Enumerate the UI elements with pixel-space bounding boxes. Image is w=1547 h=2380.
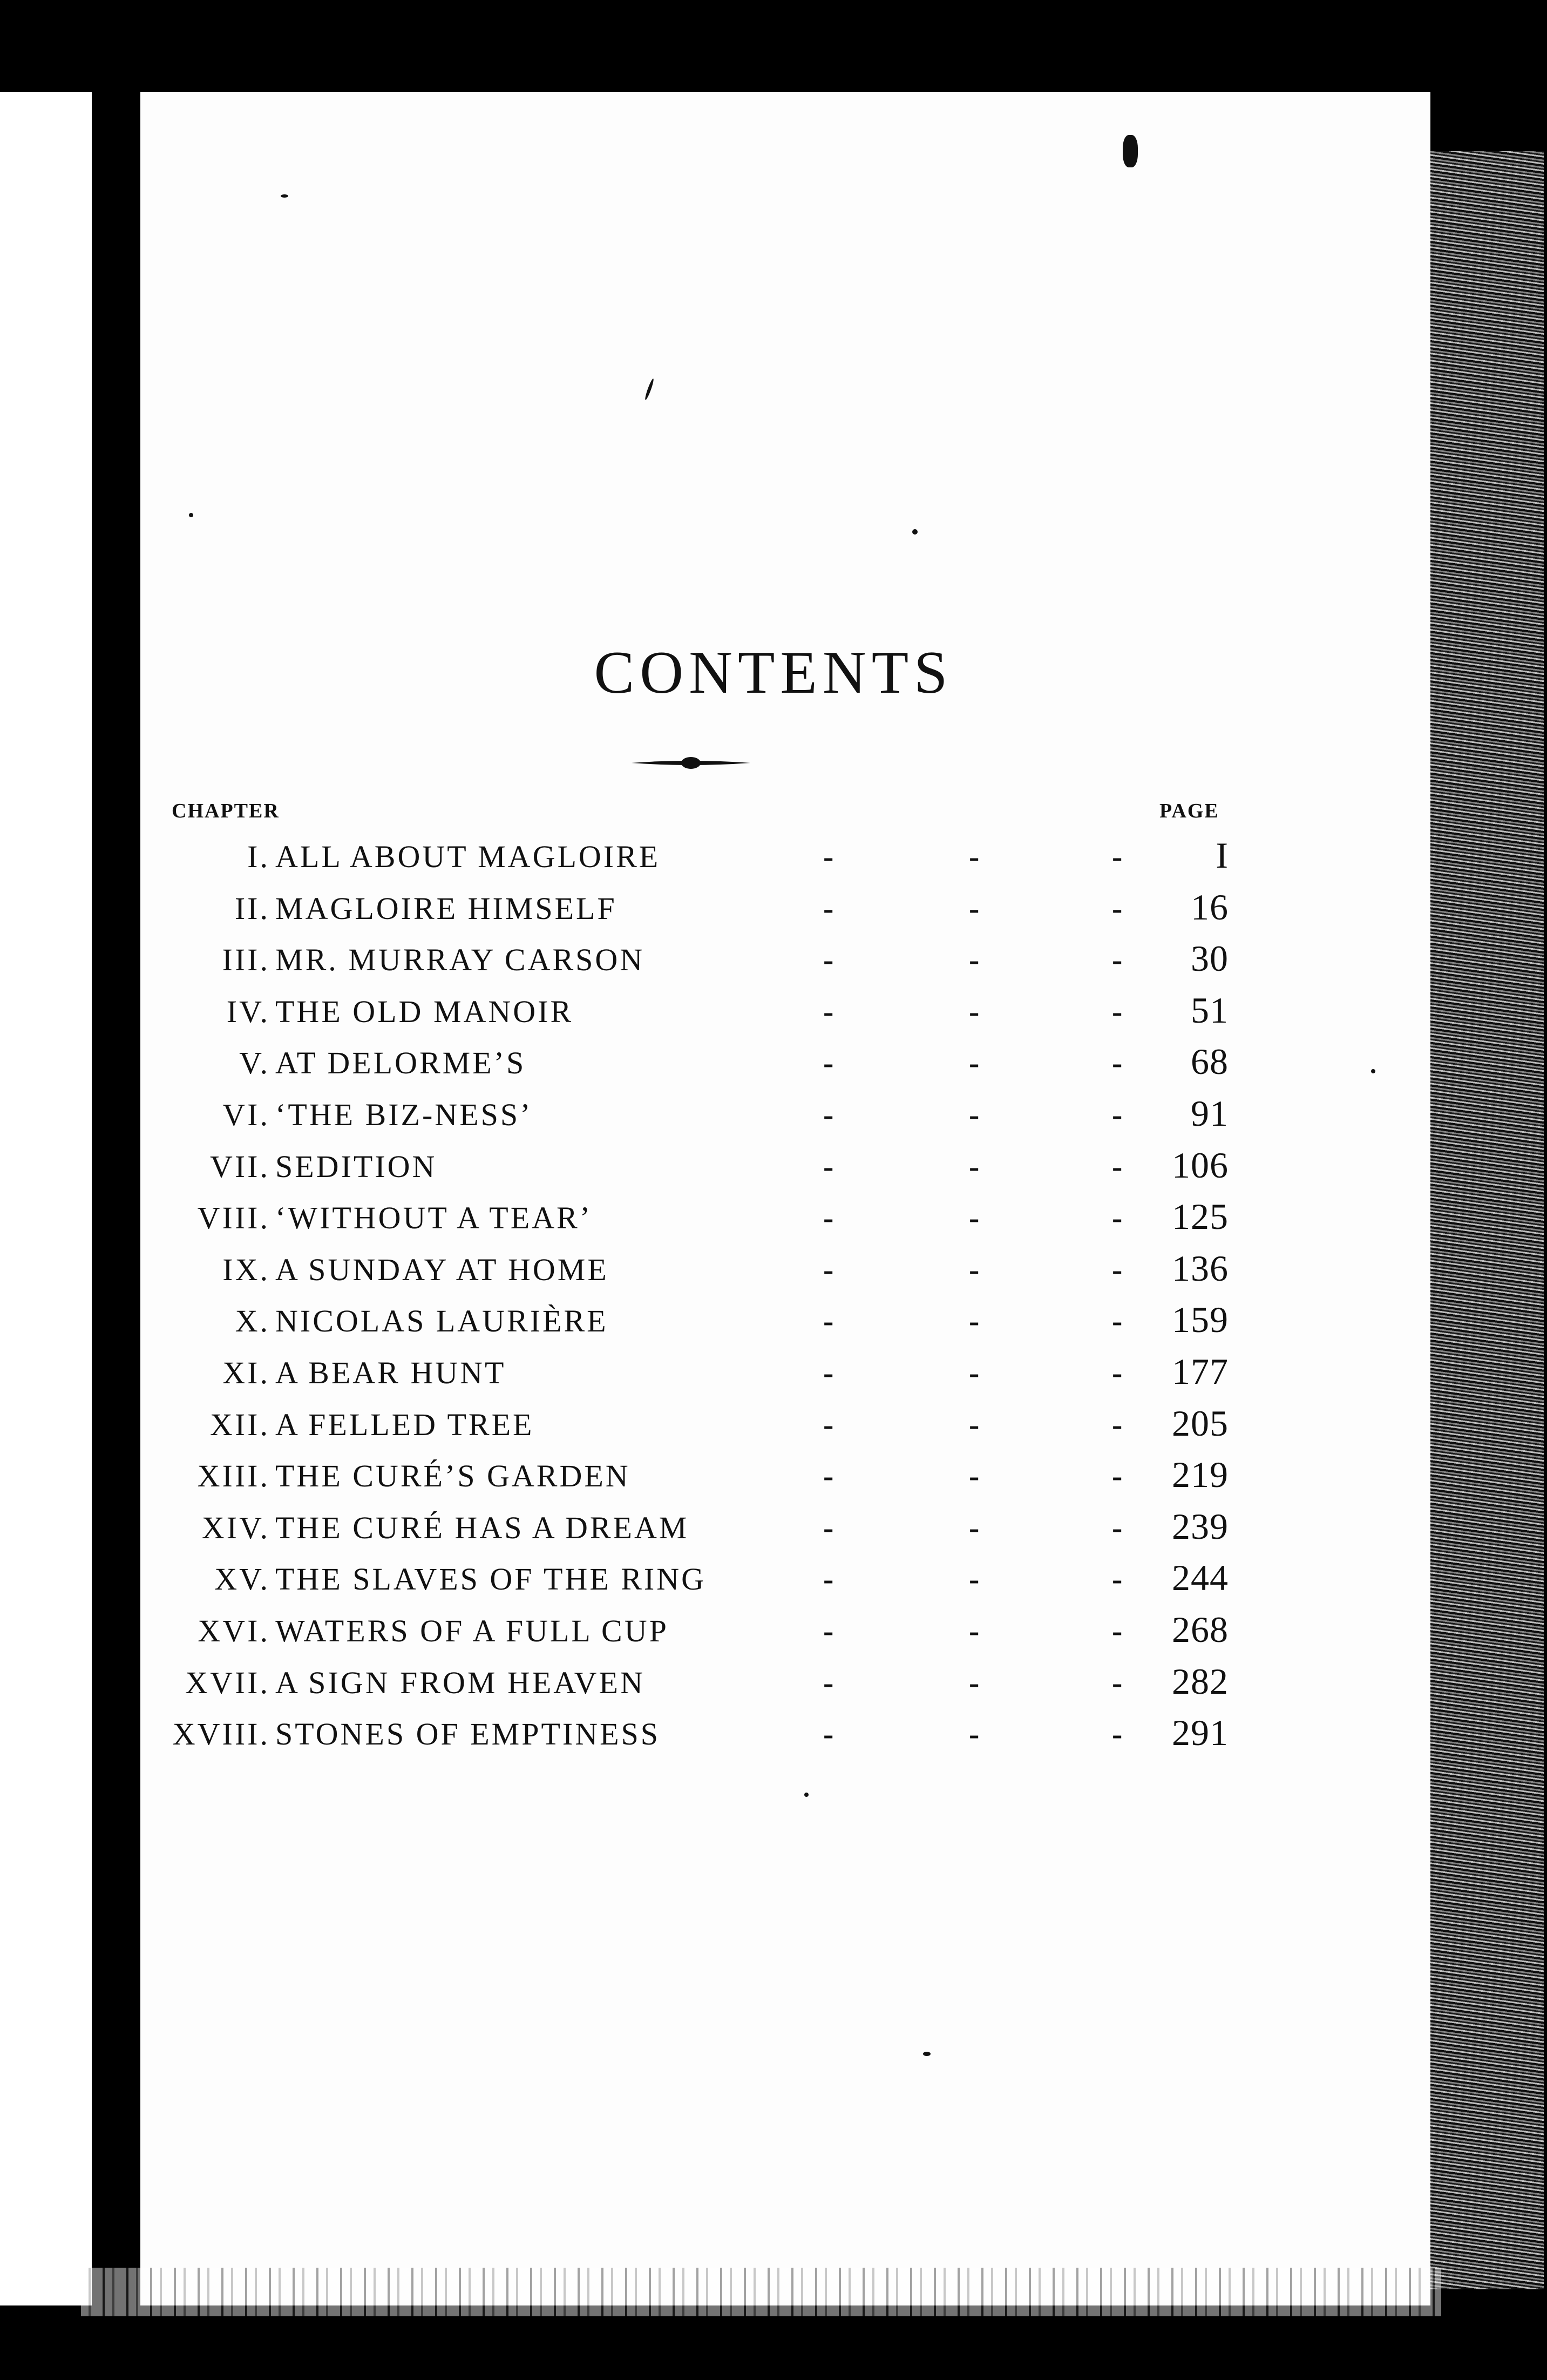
leader-dash: - [1112,1303,1125,1339]
page-number: 268 [1172,1608,1229,1650]
page-number: 244 [1172,1557,1229,1599]
leader-dash: - [1112,1200,1125,1236]
chapter-title: ALL ABOUT MAGLOIRE [275,839,661,874]
leader-dash: - [823,1355,836,1390]
leader-dash: - [823,1561,836,1597]
page-number: 106 [1172,1144,1229,1186]
chapter-number: XII. [209,1407,270,1442]
chapter-number: II. [234,890,270,926]
chapter-title: A FELLED TREE [275,1407,534,1442]
contents-entry [0,932,1547,984]
contents-entry [0,1087,1547,1139]
page-number: 239 [1172,1505,1229,1547]
scan-speck [923,2052,931,2056]
leader-dash: - [969,1407,982,1442]
leader-dash: - [823,1613,836,1648]
leader-dash: - [1112,839,1125,874]
leader-dash: - [1112,890,1125,926]
leader-dash: - [823,1665,836,1700]
contents-entry [0,1242,1547,1294]
leader-dash: - [823,1097,836,1132]
leader-dash: - [1112,1097,1125,1132]
leader-dash: - [823,839,836,874]
chapter-title: THE CURÉ’S GARDEN [275,1458,630,1494]
leader-dash: - [1112,1665,1125,1700]
leader-dash: - [1112,993,1125,1029]
scan-speck [281,194,288,198]
contents-entry [0,829,1547,881]
chapter-number: XI. [222,1355,270,1390]
contents-entry [0,984,1547,1036]
chapter-column-header: CHAPTER [172,800,280,822]
page-number: 282 [1172,1660,1229,1702]
leader-dash: - [969,1561,982,1597]
page-number: 291 [1172,1712,1229,1754]
chapter-title: SEDITION [275,1148,437,1184]
chapter-title: WATERS OF A FULL CUP [275,1613,669,1648]
leader-dash: - [1112,1045,1125,1081]
chapter-number: I. [247,839,270,874]
contents-entry [0,1293,1547,1345]
chapter-title: THE CURÉ HAS A DREAM [275,1510,689,1545]
contents-entry [0,1397,1547,1449]
leader-dash: - [1112,1252,1125,1287]
leader-dash: - [823,1510,836,1545]
leader-dash: - [1112,1458,1125,1494]
contents-entry [0,1190,1547,1242]
chapter-number: VII. [209,1148,270,1184]
chapter-title: ‘WITHOUT A TEAR’ [275,1200,593,1236]
page-number: 177 [1172,1350,1229,1392]
leader-dash: - [969,942,982,978]
leader-dash: - [969,1303,982,1339]
leader-dash: - [969,1716,982,1752]
leader-dash: - [969,1148,982,1184]
contents-entry [0,1551,1547,1603]
leader-dash: - [969,1510,982,1545]
page-number: 91 [1191,1092,1229,1134]
page-number: 68 [1191,1041,1229,1083]
contents-list [0,829,1547,1758]
leader-dash: - [969,1045,982,1081]
leader-dash: - [1112,1716,1125,1752]
title-ornament [632,753,750,773]
page-number: 16 [1191,886,1229,928]
chapter-title: ‘THE BIZ-NESS’ [275,1097,533,1132]
chapter-title: AT DELORME’S [275,1045,526,1081]
leader-dash: - [969,1665,982,1700]
page-number: 136 [1172,1247,1229,1289]
chapter-title: MAGLOIRE HIMSELF [275,890,617,926]
leader-dash: - [823,993,836,1029]
page-number: 159 [1172,1299,1229,1341]
scan-speck [1123,135,1138,167]
page-number: I [1216,835,1229,876]
leader-dash: - [1112,942,1125,978]
leader-dash: - [969,1252,982,1287]
page-number: 219 [1172,1454,1229,1496]
contents-entry [0,1500,1547,1552]
contents-entry [0,1035,1547,1087]
leader-dash: - [823,1458,836,1494]
page-number: 125 [1172,1196,1229,1238]
chapter-number: XVI. [198,1613,270,1648]
leader-dash: - [823,1045,836,1081]
chapter-number: IV. [226,993,270,1029]
contents-entry [0,1603,1547,1655]
leader-dash: - [969,993,982,1029]
page-number: 51 [1191,989,1229,1031]
chapter-title: A BEAR HUNT [275,1355,506,1390]
leader-dash: - [969,1613,982,1648]
chapter-number: III. [222,942,270,978]
chapter-number: XVIII. [172,1716,270,1752]
chapter-title: STONES OF EMPTINESS [275,1716,661,1752]
page-number: 205 [1172,1402,1229,1444]
chapter-number: XVII. [185,1665,270,1700]
leader-dash: - [823,1148,836,1184]
page-number: 30 [1191,938,1229,979]
chapter-number: VI. [222,1097,270,1132]
leader-dash: - [1112,1407,1125,1442]
leader-dash: - [1112,1355,1125,1390]
contents-entry [0,881,1547,932]
page-column-header: PAGE [1159,800,1219,822]
contents-entry [0,1345,1547,1397]
chapter-number: IX. [222,1252,270,1287]
chapter-number: V. [239,1045,270,1081]
scan-speck [804,1793,809,1797]
leader-dash: - [969,839,982,874]
chapter-number: XIV. [201,1510,270,1545]
chapter-number: XV. [214,1561,270,1597]
scan-speck [189,513,193,517]
contents-entry [0,1706,1547,1758]
chapter-title: NICOLAS LAURIÈRE [275,1303,608,1339]
contents-entry [0,1448,1547,1500]
leader-dash: - [1112,1613,1125,1648]
leader-dash: - [823,1200,836,1236]
leader-dash: - [1112,1510,1125,1545]
chapter-number: X. [235,1303,270,1339]
leader-dash: - [969,890,982,926]
leader-dash: - [823,1716,836,1752]
page-title: CONTENTS [594,639,953,706]
leader-dash: - [823,942,836,978]
bottom-edge-noise [81,2268,1441,2316]
leader-dash: - [823,1252,836,1287]
leader-dash: - [969,1458,982,1494]
leader-dash: - [969,1200,982,1236]
leader-dash: - [1112,1148,1125,1184]
chapter-number: XIII. [197,1458,270,1494]
chapter-title: THE OLD MANOIR [275,993,574,1029]
scan-speck [912,529,918,535]
leader-dash: - [823,890,836,926]
leader-dash: - [823,1303,836,1339]
chapter-number: VIII. [197,1200,270,1236]
chapter-title: THE SLAVES OF THE RING [275,1561,707,1597]
contents-entry [0,1655,1547,1707]
chapter-title: MR. MURRAY CARSON [275,942,645,978]
contents-entry [0,1139,1547,1191]
leader-dash: - [823,1407,836,1442]
leader-dash: - [1112,1561,1125,1597]
leader-dash: - [969,1355,982,1390]
leader-dash: - [969,1097,982,1132]
chapter-title: A SIGN FROM HEAVEN [275,1665,645,1700]
chapter-title: A SUNDAY AT HOME [275,1252,609,1287]
